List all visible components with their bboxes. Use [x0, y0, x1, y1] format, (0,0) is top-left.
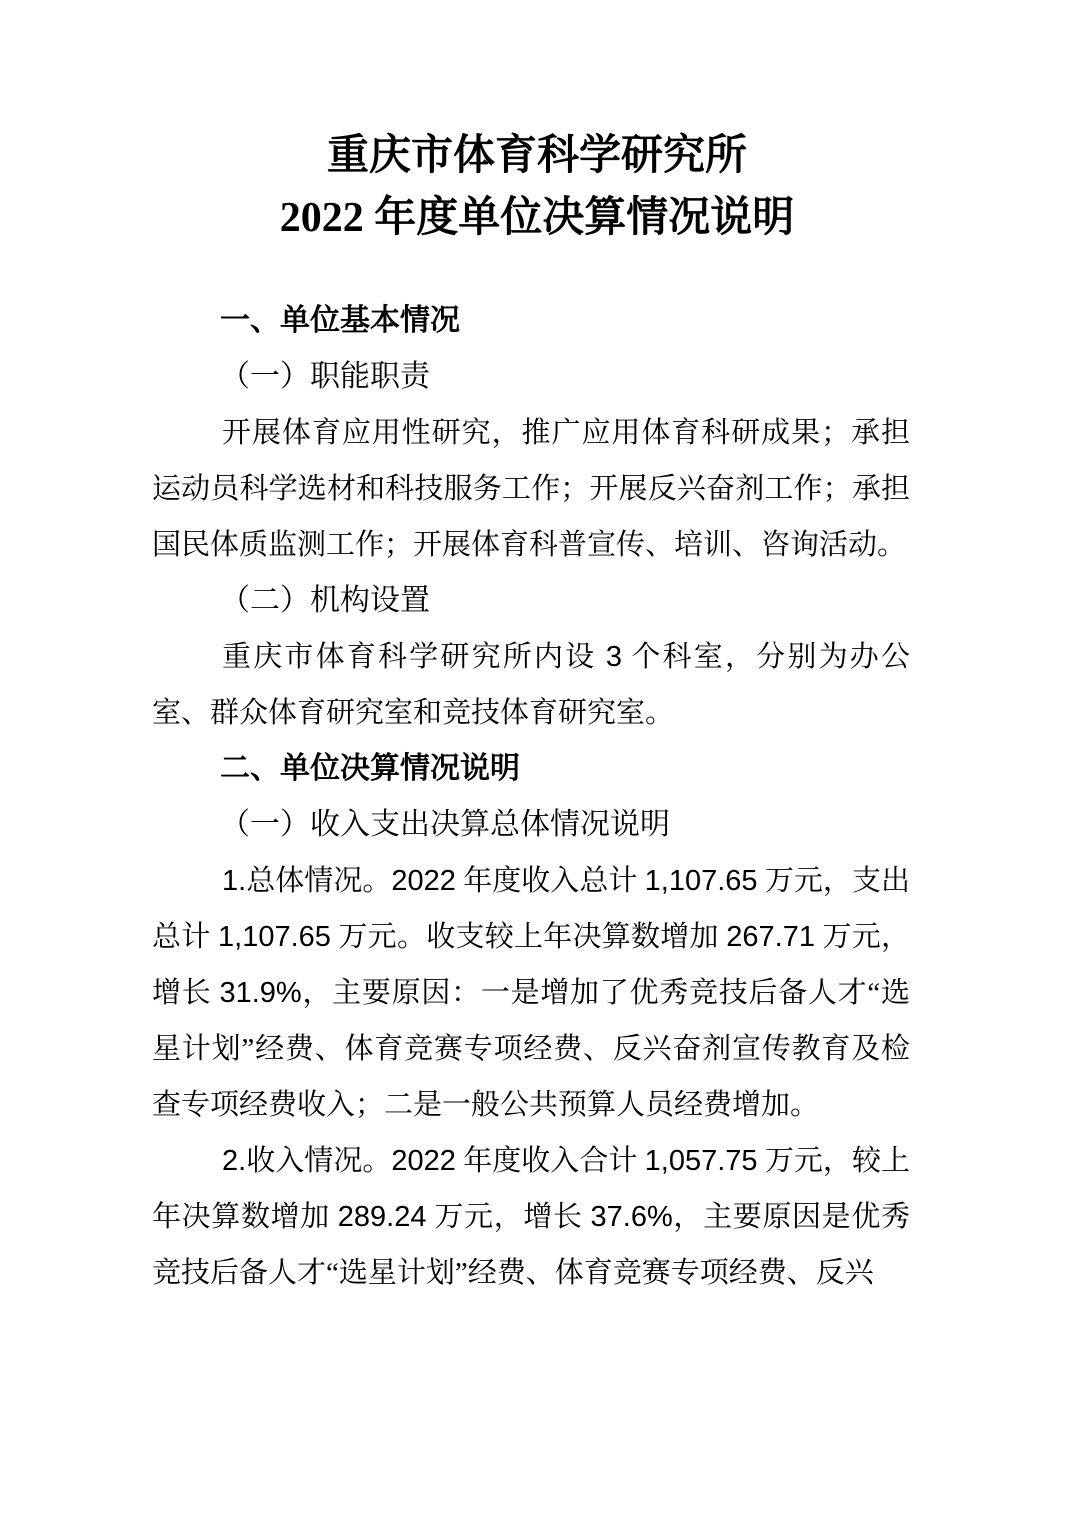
paragraph-duties: 开展体育应用性研究，推广应用体育科研成果；承担运动员科学选材和科技服务工作；开展反兴奋剂工作；承担国民体质监测工作；开展体育科普宣传、培训、咨询活动。	[152, 417, 910, 561]
number-text: 2022	[391, 1145, 456, 1177]
document-title	[0, 125, 1074, 249]
section-heading-basic-info: 一、单位基本情况	[220, 304, 460, 337]
number-text: 1,107.65	[218, 921, 331, 953]
number-text: 289.24	[337, 1201, 427, 1233]
document-title-line1: 重庆市体育科学研究所	[326, 133, 747, 179]
paragraph-overall-situation: 1.总体情况。2022 年度收入总计 1,107.65 万元，支出总计 1,107.65 万元。收支较上年决算数增加 267.71 万元，增长 31.9%，主要原因：一是增加了优秀竞技后备人才“选星计划”经费、体育竞赛专项经费、反兴奋剂宣传教育及检查专项经费收入；二是一般公共预算人员经费增加。	[152, 865, 910, 1121]
number-text: 2.	[222, 1145, 247, 1177]
number-text: 1,057.75	[644, 1145, 758, 1177]
subsection-heading-org-structure: （二）机构设置	[220, 584, 430, 617]
number-text: 267.71	[726, 921, 815, 953]
number-text: 1.	[222, 865, 247, 897]
paragraph-org-structure: 重庆市体育科学研究所内设 3 个科室，分别为办公室、群众体育研究室和竞技体育研究室。	[152, 641, 910, 729]
paragraph-income-situation: 2.收入情况。2022 年度收入合计 1,057.75 万元，较上年决算数增加 289.24 万元，增长 37.6%，主要原因是优秀竞技后备人才“选星计划”经费、体育竞赛专项经费、反兴	[152, 1145, 910, 1289]
document-title-line2: 2022 年度单位决算情况说明	[279, 195, 795, 241]
section-heading-final-accounts: 二、单位决算情况说明	[220, 752, 520, 785]
document-body	[152, 293, 910, 1301]
number-text: 37.6%	[590, 1201, 673, 1233]
subsection-heading-overall-income-expenditure: （一）收入支出决算总体情况说明	[220, 808, 670, 841]
number-text: 2022	[391, 865, 456, 897]
number-text: 3	[605, 641, 622, 673]
number-text: 31.9%	[219, 977, 302, 1009]
subsection-heading-duties: （一）职能职责	[220, 360, 430, 393]
number-text: 1,107.65	[644, 865, 758, 897]
